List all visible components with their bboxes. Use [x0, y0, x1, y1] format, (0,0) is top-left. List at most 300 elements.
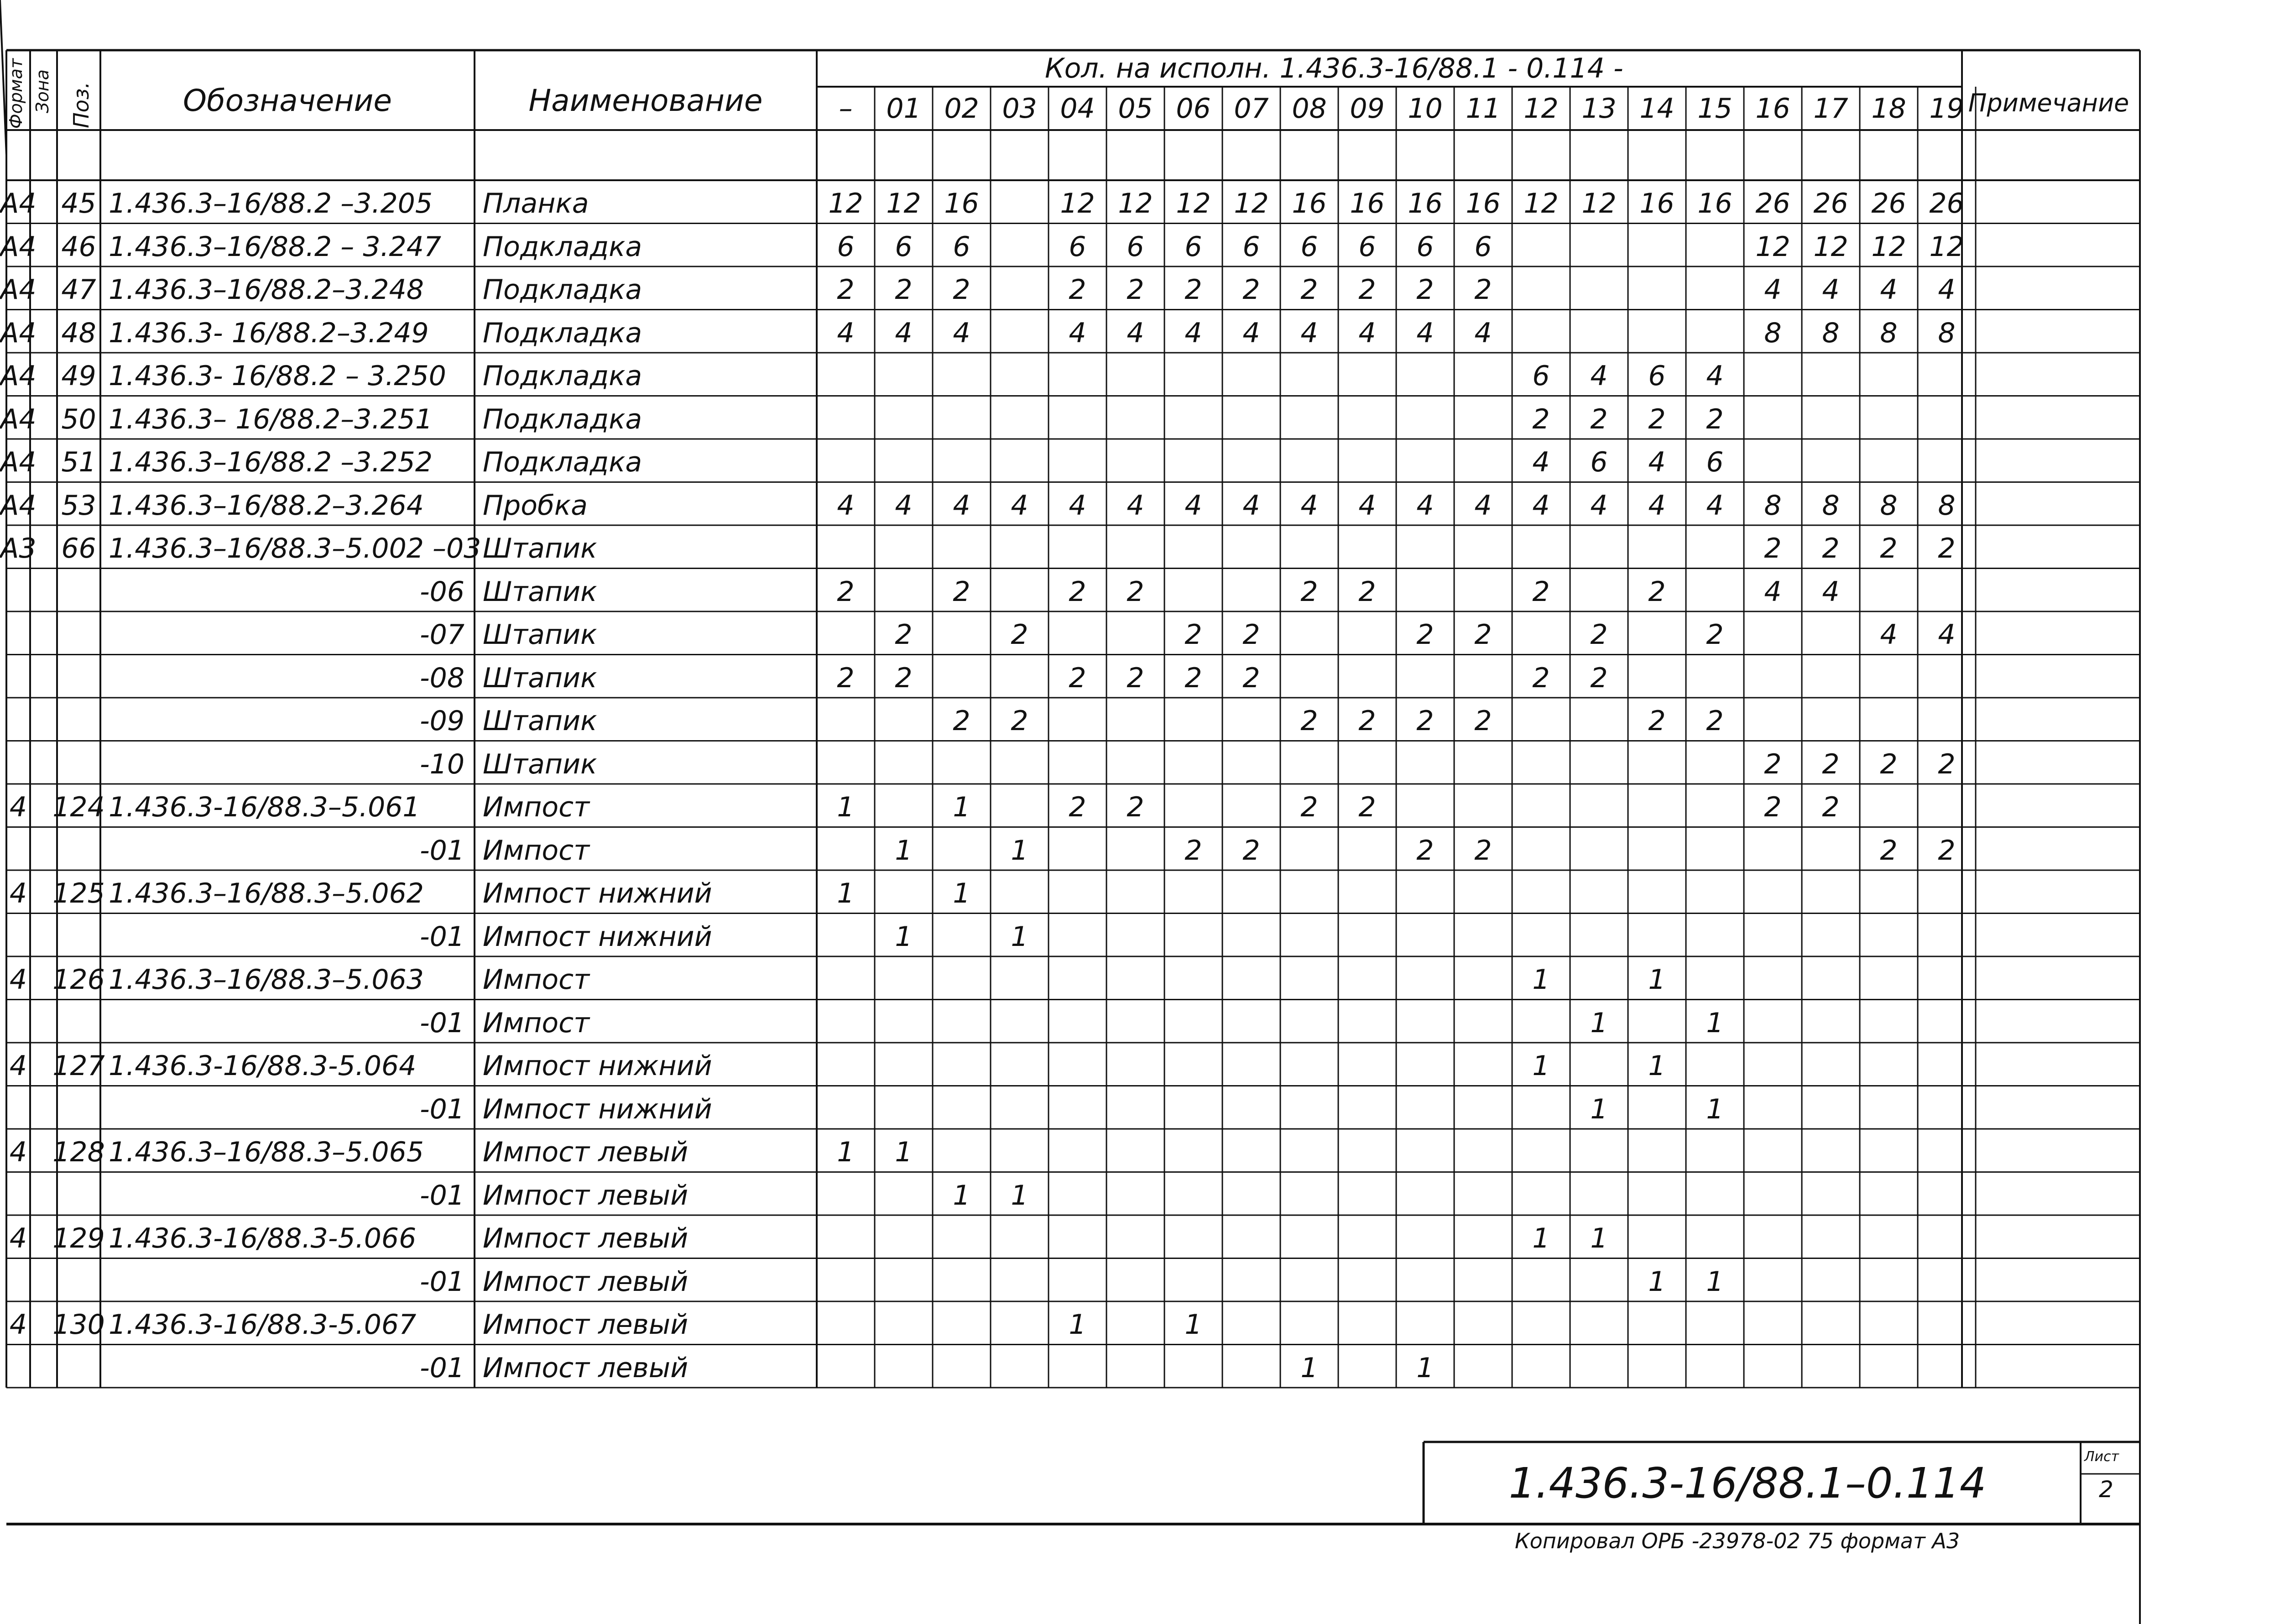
variant-header: 15 [1697, 92, 1732, 125]
row-qty [1512, 270, 1570, 310]
row-qty [1049, 745, 1106, 784]
row-qty: 2 [1474, 834, 1492, 867]
row-qty [1918, 701, 1976, 741]
variant-header: – [839, 92, 853, 125]
row-qty [933, 1003, 991, 1043]
row-format [6, 658, 30, 698]
row-qty: 4 [1242, 317, 1260, 349]
row-qty [817, 1262, 875, 1302]
row-qty [1280, 831, 1338, 871]
row-qty [1512, 1133, 1570, 1172]
header-designation: Обозначение [183, 83, 392, 118]
row-qty [1280, 615, 1338, 655]
row-position [57, 1262, 100, 1302]
row-qty: 1 [1300, 1352, 1318, 1384]
row-qty [817, 917, 875, 957]
row-designation: 1.436.3–16/88.2 –3.205 [109, 188, 433, 220]
row-qty: 6 [1590, 446, 1608, 479]
row-qty [991, 1133, 1049, 1172]
row-qty [1280, 917, 1338, 957]
row-name: Импост нижний [483, 1050, 712, 1082]
row-qty [1628, 1176, 1686, 1216]
row-designation: 1.436.3- 16/88.2 – 3.250 [109, 360, 446, 392]
row-qty [1338, 960, 1396, 1000]
row-qty [1049, 917, 1106, 957]
row-qty: 6 [837, 230, 855, 263]
row-qty [1106, 1133, 1164, 1172]
row-qty [1744, 960, 1802, 1000]
row-qty [1454, 960, 1512, 1000]
row-qty: 2 [953, 705, 970, 737]
row-qty: 4 [1532, 446, 1550, 479]
row-qty: 2 [1011, 619, 1028, 651]
row-designation: -06 [420, 575, 464, 608]
row-qty [1744, 400, 1802, 439]
row-format: 4 [9, 791, 27, 824]
row-qty [991, 356, 1049, 396]
row-qty [1106, 1176, 1164, 1216]
row-qty [1280, 1090, 1338, 1129]
row-name: Пробка [483, 489, 588, 522]
row-qty [1570, 745, 1628, 784]
row-qty: 6 [1706, 446, 1724, 479]
row-format: 4 [9, 964, 27, 996]
row-qty [991, 658, 1049, 698]
header-note: Примечание [1968, 88, 2129, 117]
variant-header: 09 [1350, 92, 1385, 125]
row-qty: 12 [1176, 188, 1211, 220]
row-qty [1744, 1348, 1802, 1388]
row-qty: 2 [1590, 403, 1608, 435]
row-qty: 2 [1416, 705, 1434, 737]
row-qty [991, 1003, 1049, 1043]
row-qty [1802, 1348, 1860, 1388]
row-designation: 1.436.3–16/88.3–5.062 [109, 877, 424, 910]
row-qty [1164, 572, 1222, 612]
row-designation: -09 [420, 705, 464, 737]
row-designation: -01 [420, 834, 464, 867]
row-qty [1628, 1348, 1686, 1388]
row-qty [1106, 1090, 1164, 1129]
row-name: Импост левый [483, 1179, 689, 1211]
row-qty [1280, 960, 1338, 1000]
row-qty: 2 [1648, 403, 1666, 435]
row-format [6, 615, 30, 655]
row-qty: 2 [1880, 533, 1898, 565]
row-qty: 2 [1300, 705, 1318, 737]
row-qty: 4 [1474, 489, 1492, 522]
row-qty: 2 [1648, 705, 1666, 737]
row-qty [1454, 443, 1512, 482]
row-qty [1222, 443, 1280, 482]
row-qty [1338, 1348, 1396, 1388]
row-qty: 4 [1300, 317, 1318, 349]
row-qty [817, 400, 875, 439]
row-qty [1222, 1133, 1280, 1172]
row-qty: 12 [1929, 230, 1964, 263]
row-qty [1802, 1219, 1860, 1258]
row-qty [1570, 788, 1628, 827]
row-qty [933, 1305, 991, 1345]
row-qty [1396, 400, 1454, 439]
row-qty: 2 [1416, 834, 1434, 867]
row-qty: 2 [1127, 662, 1144, 694]
row-qty: 4 [953, 489, 970, 522]
row-qty [1454, 1219, 1512, 1258]
variant-header: 17 [1813, 92, 1848, 125]
row-qty [1338, 917, 1396, 957]
row-position: 48 [61, 317, 96, 349]
row-qty [933, 443, 991, 482]
row-qty [1164, 1090, 1222, 1129]
row-qty [1570, 1046, 1628, 1086]
row-qty: 2 [1300, 274, 1318, 306]
row-designation: 1.436.3–16/88.3–5.002 –03 [109, 533, 481, 565]
row-qty [1222, 745, 1280, 784]
row-qty: 6 [953, 230, 970, 263]
row-qty [1570, 313, 1628, 353]
row-qty: 6 [1069, 230, 1086, 263]
row-qty: 2 [1242, 662, 1260, 694]
row-qty: 8 [1764, 489, 1782, 522]
row-qty: 4 [1358, 489, 1376, 522]
row-qty [1338, 400, 1396, 439]
row-qty: 6 [1532, 360, 1550, 392]
row-qty [1512, 701, 1570, 741]
row-qty: 2 [1822, 791, 1840, 824]
row-qty [1802, 1003, 1860, 1043]
row-qty [1396, 1090, 1454, 1129]
row-qty: 12 [1755, 230, 1790, 263]
row-name: Импост левый [483, 1265, 689, 1298]
row-qty: 1 [1648, 1050, 1666, 1082]
row-qty [875, 1003, 933, 1043]
row-qty [1454, 400, 1512, 439]
row-format [6, 1003, 30, 1043]
row-qty [1860, 356, 1918, 396]
row-qty [1686, 1133, 1744, 1172]
row-qty [1744, 658, 1802, 698]
row-format: 4 [9, 1222, 27, 1255]
row-format: 4 [9, 1050, 27, 1082]
row-qty: 2 [1358, 575, 1376, 608]
row-format: А4 [0, 360, 37, 392]
row-qty [991, 270, 1049, 310]
row-qty [1338, 1046, 1396, 1086]
row-qty [1338, 443, 1396, 482]
row-qty: 2 [1127, 274, 1144, 306]
variant-header: 01 [886, 92, 921, 125]
row-name: Штапик [483, 662, 597, 694]
row-position: 125 [52, 877, 105, 910]
row-qty: 1 [953, 791, 970, 824]
row-qty [1512, 1348, 1570, 1388]
row-qty [1802, 1305, 1860, 1345]
row-qty [1744, 917, 1802, 957]
row-qty [1628, 313, 1686, 353]
row-qty [933, 1262, 991, 1302]
row-qty: 6 [1648, 360, 1666, 392]
row-qty: 1 [1706, 1093, 1724, 1125]
row-qty [1396, 658, 1454, 698]
row-qty: 2 [1242, 619, 1260, 651]
row-format: А3 [0, 533, 37, 565]
row-qty [1049, 1176, 1106, 1216]
row-qty [1164, 1348, 1222, 1388]
row-qty: 1 [1532, 1050, 1550, 1082]
row-qty [1106, 701, 1164, 741]
row-qty: 2 [1706, 403, 1724, 435]
row-qty [875, 960, 933, 1000]
row-qty: 2 [1184, 274, 1202, 306]
row-qty [1802, 400, 1860, 439]
row-qty: 2 [1648, 575, 1666, 608]
row-qty [1686, 1348, 1744, 1388]
row-qty: 4 [1648, 489, 1666, 522]
row-qty [1570, 1176, 1628, 1216]
row-position [57, 615, 100, 655]
row-qty [1396, 529, 1454, 569]
row-qty [1222, 572, 1280, 612]
row-qty [1222, 1305, 1280, 1345]
row-name: Подкладка [483, 317, 642, 349]
row-qty [1454, 1046, 1512, 1086]
row-qty [1628, 227, 1686, 267]
row-qty: 6 [1416, 230, 1434, 263]
row-qty [1744, 831, 1802, 871]
row-qty [1280, 745, 1338, 784]
row-qty [1280, 1176, 1338, 1216]
row-qty [1338, 745, 1396, 784]
row-qty [1570, 1348, 1628, 1388]
row-qty [1454, 572, 1512, 612]
row-format: А4 [0, 446, 37, 479]
row-qty [1338, 1219, 1396, 1258]
row-qty [1628, 658, 1686, 698]
row-qty [1686, 529, 1744, 569]
row-qty [1049, 1262, 1106, 1302]
variant-header: 03 [1002, 92, 1037, 125]
row-format [6, 1348, 30, 1388]
row-qty: 16 [1697, 188, 1732, 220]
row-format [6, 1262, 30, 1302]
row-qty [1860, 960, 1918, 1000]
row-qty [1628, 615, 1686, 655]
row-qty: 1 [1069, 1309, 1086, 1341]
row-qty: 4 [1822, 575, 1840, 608]
row-qty [1860, 1305, 1918, 1345]
row-qty [1222, 1090, 1280, 1129]
row-qty [1164, 745, 1222, 784]
row-qty [1744, 1176, 1802, 1216]
row-position: 66 [61, 533, 96, 565]
row-qty [1570, 831, 1628, 871]
row-qty [1570, 917, 1628, 957]
row-qty [1860, 874, 1918, 914]
row-qty [1396, 1133, 1454, 1172]
document-code: 1.436.3-16/88.1–0.114 [1508, 1458, 1987, 1508]
row-name: Штапик [483, 705, 597, 737]
row-qty: 12 [1060, 188, 1095, 220]
row-qty: 6 [1300, 230, 1318, 263]
row-qty [1454, 658, 1512, 698]
row-qty [1049, 701, 1106, 741]
row-qty [1164, 917, 1222, 957]
row-qty: 2 [1069, 274, 1086, 306]
row-qty [1686, 1305, 1744, 1345]
row-qty: 2 [1764, 748, 1782, 780]
row-qty [817, 1003, 875, 1043]
row-qty: 1 [1532, 964, 1550, 996]
row-qty: 4 [895, 317, 913, 349]
row-qty [1454, 1348, 1512, 1388]
row-name: Планка [483, 188, 589, 220]
row-qty: 2 [1416, 274, 1434, 306]
row-qty: 4 [1590, 360, 1608, 392]
row-qty: 2 [1184, 834, 1202, 867]
row-qty [1164, 529, 1222, 569]
row-qty [1106, 529, 1164, 569]
row-designation: 1.436.3–16/88.3–5.063 [109, 964, 424, 996]
row-designation: -01 [420, 1179, 464, 1211]
row-qty [1918, 1133, 1976, 1172]
row-qty [1918, 1090, 1976, 1129]
row-qty: 8 [1938, 489, 1956, 522]
row-name: Импост левый [483, 1309, 689, 1341]
row-qty [1628, 529, 1686, 569]
row-qty [1049, 356, 1106, 396]
row-qty [1686, 1219, 1744, 1258]
row-qty [1396, 788, 1454, 827]
row-qty [1802, 917, 1860, 957]
row-qty [875, 1262, 933, 1302]
row-qty [1454, 745, 1512, 784]
row-qty [1512, 1003, 1570, 1043]
row-qty: 1 [953, 877, 970, 910]
row-qty [817, 1219, 875, 1258]
row-qty [991, 1348, 1049, 1388]
row-designation: 1.436.3- 16/88.2–3.249 [109, 317, 429, 349]
row-qty [1164, 1003, 1222, 1043]
row-qty [991, 443, 1049, 482]
row-name: Подкладка [483, 230, 642, 263]
row-qty [1106, 1305, 1164, 1345]
row-format [6, 831, 30, 871]
variant-header: 16 [1755, 92, 1790, 125]
row-name: Штапик [483, 748, 597, 780]
row-qty [1570, 960, 1628, 1000]
row-qty [817, 1305, 875, 1345]
row-name: Подкладка [483, 403, 642, 435]
row-qty: 2 [1822, 533, 1840, 565]
row-qty [933, 658, 991, 698]
row-format: 4 [9, 1309, 27, 1341]
row-qty: 4 [895, 489, 913, 522]
row-qty: 1 [1648, 964, 1666, 996]
row-position [57, 701, 100, 741]
row-qty [1860, 443, 1918, 482]
row-qty: 4 [1069, 317, 1086, 349]
row-qty [817, 529, 875, 569]
row-qty [1512, 1262, 1570, 1302]
row-qty [875, 529, 933, 569]
row-qty [1744, 1262, 1802, 1302]
row-qty: 4 [1532, 489, 1550, 522]
row-position: 127 [52, 1050, 105, 1082]
row-qty [875, 701, 933, 741]
variant-header: 10 [1408, 92, 1443, 125]
variant-header: 02 [944, 92, 979, 125]
row-qty [933, 1046, 991, 1086]
row-qty: 2 [837, 662, 855, 694]
row-qty: 26 [1871, 188, 1906, 220]
row-designation: 1.436.3–16/88.2 –3.252 [109, 446, 433, 479]
row-designation: -08 [420, 662, 464, 694]
sheet-number: 2 [2099, 1476, 2113, 1503]
row-qty: 2 [1358, 791, 1376, 824]
row-designation: -01 [420, 1007, 464, 1039]
row-qty [1686, 1176, 1744, 1216]
row-qty [1802, 874, 1860, 914]
row-qty [1802, 1090, 1860, 1129]
row-qty [991, 313, 1049, 353]
row-qty [817, 831, 875, 871]
row-qty [1570, 227, 1628, 267]
row-qty [1338, 1133, 1396, 1172]
row-qty [1918, 1176, 1976, 1216]
row-qty [1512, 227, 1570, 267]
row-qty [1164, 701, 1222, 741]
variant-header: 19 [1929, 92, 1964, 125]
row-qty: 2 [1938, 834, 1956, 867]
row-qty [1744, 1219, 1802, 1258]
row-qty [1512, 874, 1570, 914]
row-qty [1860, 788, 1918, 827]
row-qty [1570, 1262, 1628, 1302]
row-qty [1628, 1133, 1686, 1172]
row-qty [1454, 788, 1512, 827]
row-qty [1164, 1176, 1222, 1216]
sheet-label: Лист [2084, 1449, 2119, 1465]
row-qty [1802, 1133, 1860, 1172]
row-qty: 1 [1590, 1007, 1608, 1039]
row-qty [991, 960, 1049, 1000]
row-qty [933, 1219, 991, 1258]
row-qty [1860, 1003, 1918, 1043]
row-qty [1744, 1090, 1802, 1129]
row-designation: 1.436.3–16/88.2–3.264 [109, 489, 424, 522]
row-position [57, 1348, 100, 1388]
row-position [57, 745, 100, 784]
row-qty [1512, 788, 1570, 827]
row-qty [817, 701, 875, 741]
row-qty [817, 1348, 875, 1388]
row-qty: 8 [1822, 489, 1840, 522]
row-qty [1049, 1046, 1106, 1086]
row-qty [1106, 443, 1164, 482]
row-qty: 1 [1590, 1222, 1608, 1255]
row-qty [1396, 1046, 1454, 1086]
row-position [57, 917, 100, 957]
row-qty [875, 1348, 933, 1388]
row-qty [991, 400, 1049, 439]
row-qty [1338, 1262, 1396, 1302]
row-qty: 2 [1358, 274, 1376, 306]
row-qty [1396, 572, 1454, 612]
row-qty [1454, 917, 1512, 957]
row-qty [1686, 831, 1744, 871]
row-format: А4 [0, 403, 37, 435]
